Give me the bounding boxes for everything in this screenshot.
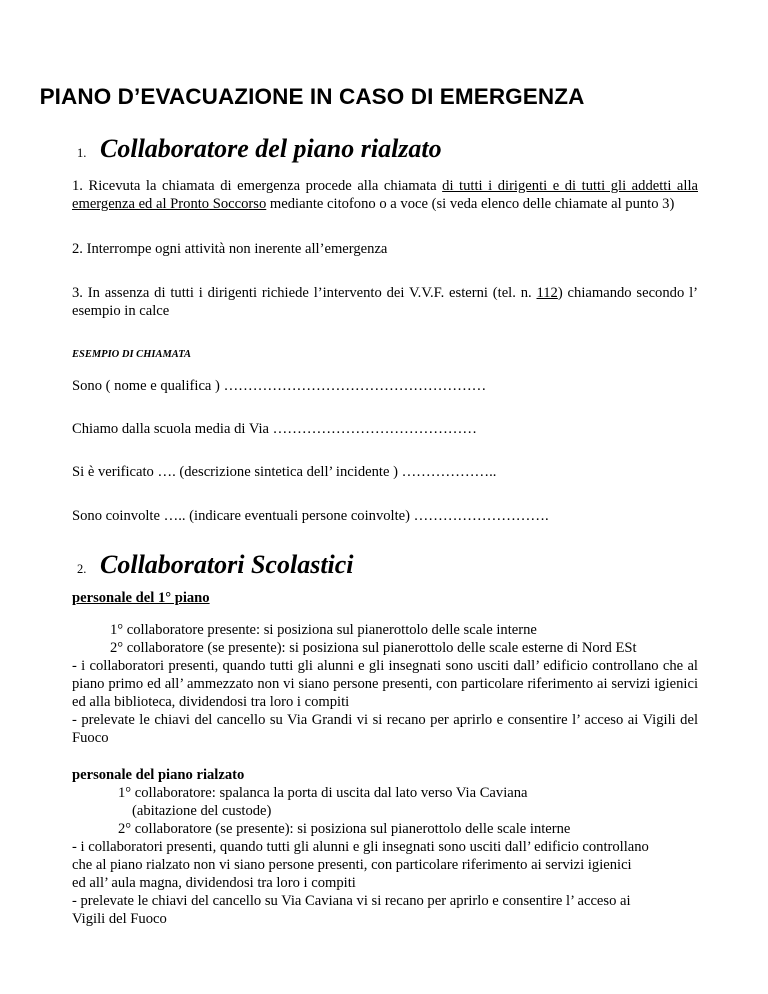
section-1-item-2: 2. Interrompe ogni attività non inerente all’emergenza [72,241,388,257]
example-line-3: Si è verificato …. (descrizione sintetica dell’ incidente ) ……………….. [72,464,497,480]
floor-1-line-2: 2° collaboratore (se presente): si posiziona sul pianerottolo delle scale esterne di Nord ESt [110,640,637,656]
emergency-phone-number: 112 [536,285,558,301]
underlined-recipients: di tutti i dirigenti e di tutti gli addetti alla emergenza ed al Pronto Soccorso [72,178,698,212]
section-2-number: 2. [77,562,87,576]
ground-floor-paragraph-2-line-2: Vigili del Fuoco [72,911,167,927]
ground-floor-paragraph-1-line-3: ed all’ aula magna, dividendosi tra loro i compiti [72,875,356,891]
ground-floor-line-2: 2° collaboratore (se presente): si posiziona sul pianerottolo delle scale interne [118,821,571,837]
ground-floor-paragraph-1-line-1: - i collaboratori presenti, quando tutti gli alunni e gli insegnati sono usciti dall’ edificio controllano [72,839,649,855]
example-call-title: ESEMPIO DI CHIAMATA [72,349,192,360]
section-2-heading [77,550,354,584]
example-line-1: Sono ( nome e qualifica ) ……………………………………………… [72,378,487,394]
ground-floor-paragraph-2-line-1: - prelevate le chiavi del cancello su Via Caviana vi si recano per aprirlo e consentire l’ acceso ai [72,893,631,909]
floor-1-staff-heading: personale del 1° piano [72,590,210,606]
section-1-heading [77,134,442,168]
floor-1-line-1: 1° collaboratore presente: si posiziona sul pianerottolo delle scale interne [110,622,537,638]
document-title: PIANO D’EVACUAZIONE IN CASO DI EMERGENZA [39,84,585,109]
section-1-item-1: 1. Ricevuta la chiamata di emergenza procede alla chiamata di tutti i dirigenti e di tutti gli addetti alla emergenza ed al Pronto Soccorso mediante citofono o a voce (si veda elenco delle chiamate al punto 3) [72,178,698,212]
floor-1-paragraph-1: - i collaboratori presenti, quando tutti gli alunni e gli insegnati sono usciti dall’ edificio controllano che al piano primo ed all’ ammezzato non vi siano persone presenti, con particolare riferimento ai servizi igienici ed alla biblioteca, dividendosi tra loro i compiti [72,658,698,710]
section-2-title: Collaboratori Scolastici [100,550,354,579]
example-line-2: Chiamo dalla scuola media di Via …………………………………… [72,421,477,437]
ground-floor-line-1: 1° collaboratore: spalanca la porta di uscita dal lato verso Via Caviana [118,785,528,801]
ground-floor-line-1b: (abitazione del custode) [132,803,272,819]
section-1-title: Collaboratore del piano rialzato [100,134,442,163]
ground-floor-staff-heading: personale del piano rialzato [72,767,245,783]
section-1-number: 1. [77,146,87,160]
section-1-item-3: 3. In assenza di tutti i dirigenti richiede l’intervento dei V.V.F. esterni (tel. n. 112) chiamando secondo l’ esempio in calce [72,285,698,319]
example-line-4: Sono coinvolte ….. (indicare eventuali persone coinvolte) ………………………. [72,508,549,524]
floor-1-paragraph-2: - prelevate le chiavi del cancello su Via Grandi vi si recano per aprirlo e consentire l’ acceso ai Vigili del Fuoco [72,712,698,746]
ground-floor-paragraph-1-line-2: che al piano rialzato non vi siano persone presenti, con particolare riferimento ai servizi igienici [72,857,632,873]
